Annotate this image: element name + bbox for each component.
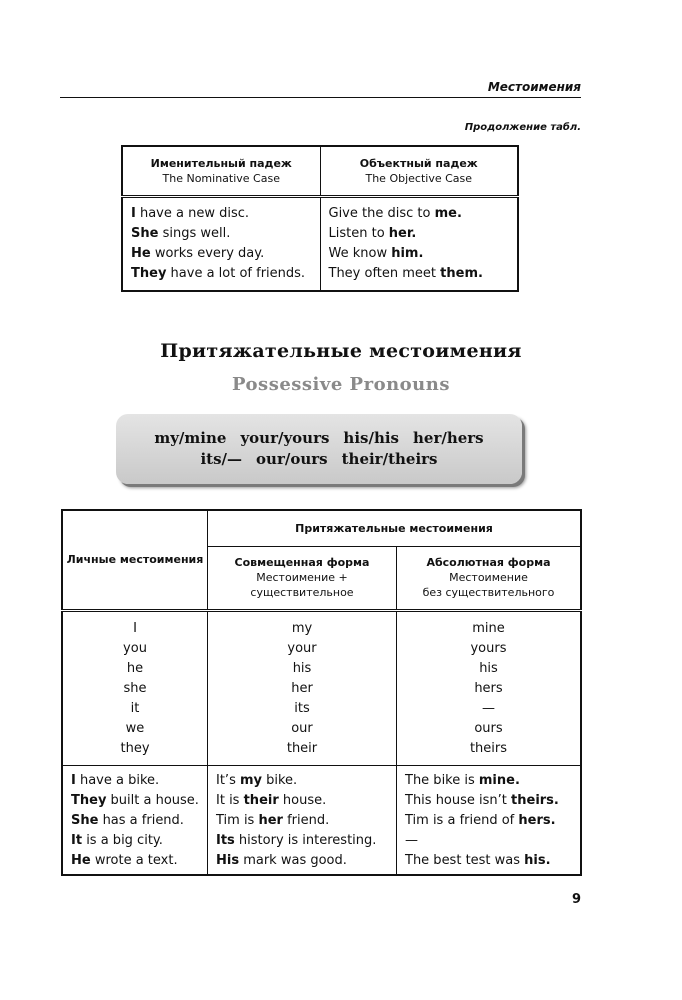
personal-pronoun-list: I you he she it we they	[62, 610, 208, 765]
example-line: This house isn’t theirs.	[405, 792, 559, 808]
nominative-examples	[122, 197, 320, 292]
absolute-form-header: Абсолютная форма Местоимение без существительного	[397, 546, 582, 610]
possessive-table	[61, 509, 582, 876]
example-line: Tim is a friend of hers.	[405, 812, 556, 828]
example-line: She has a friend.	[71, 812, 184, 828]
example-line: Tim is her friend.	[216, 812, 330, 828]
personal-pronouns-header: Личные местоимения	[62, 510, 208, 610]
example-line: He works every day.	[131, 246, 265, 261]
running-title: Местоимения	[487, 80, 581, 94]
example-line: I have a bike.	[71, 772, 160, 788]
nominative-title-ru: Именительный падеж	[150, 157, 292, 170]
summary-line-2: its/— our/ours their/theirs	[200, 450, 438, 468]
nominative-title-en: The Nominative Case	[162, 172, 280, 185]
page-number: 9	[571, 892, 581, 907]
personal-examples	[62, 765, 208, 875]
pronoun-summary-box	[116, 414, 522, 484]
nominative-header	[122, 146, 320, 197]
example-line: Its history is interesting.	[216, 832, 377, 848]
objective-examples	[320, 197, 518, 292]
example-line: They built a house.	[71, 792, 199, 808]
example-line: The best test was his.	[405, 852, 551, 868]
example-line: It is their house.	[216, 792, 327, 808]
possessive-pronouns-header: Притяжательные местоимения	[208, 510, 582, 546]
objective-title-ru: Объектный падеж	[359, 157, 478, 170]
header-rule	[60, 97, 581, 98]
combined-form-list: my your his her its our their	[208, 610, 397, 765]
combined-examples	[208, 765, 397, 875]
example-line: He wrote a text.	[71, 852, 178, 868]
absolute-form-list: mine yours his hers — ours theirs	[397, 610, 582, 765]
example-line: —	[405, 832, 418, 848]
example-line: The bike is mine.	[405, 772, 520, 788]
summary-line-1: my/mine your/yours his/his her/hers	[154, 429, 484, 447]
absolute-examples	[397, 765, 582, 875]
combined-form-header: Совмещенная форма Местоимение + существительное	[208, 546, 397, 610]
example-line: It is a big city.	[71, 832, 163, 848]
objective-header	[320, 146, 518, 197]
cases-table	[121, 145, 519, 292]
example-line: It’s my bike.	[216, 772, 298, 788]
example-line: His mark was good.	[216, 852, 347, 868]
table-continuation-note: Продолжение табл.	[464, 122, 581, 133]
example-line: She sings well.	[131, 226, 231, 241]
example-line: I have a new disc.	[131, 206, 250, 221]
objective-title-en: The Objective Case	[365, 172, 473, 185]
example-line: They have a lot of friends.	[131, 266, 306, 281]
example-line: We know him.	[328, 246, 424, 261]
section-title-ru: Притяжательные местоимения	[160, 340, 522, 362]
example-line: Listen to her.	[328, 226, 417, 241]
example-line: They often meet them.	[328, 266, 483, 281]
section-title-en: Possessive Pronouns	[232, 374, 450, 395]
example-line: Give the disc to me.	[328, 206, 462, 221]
